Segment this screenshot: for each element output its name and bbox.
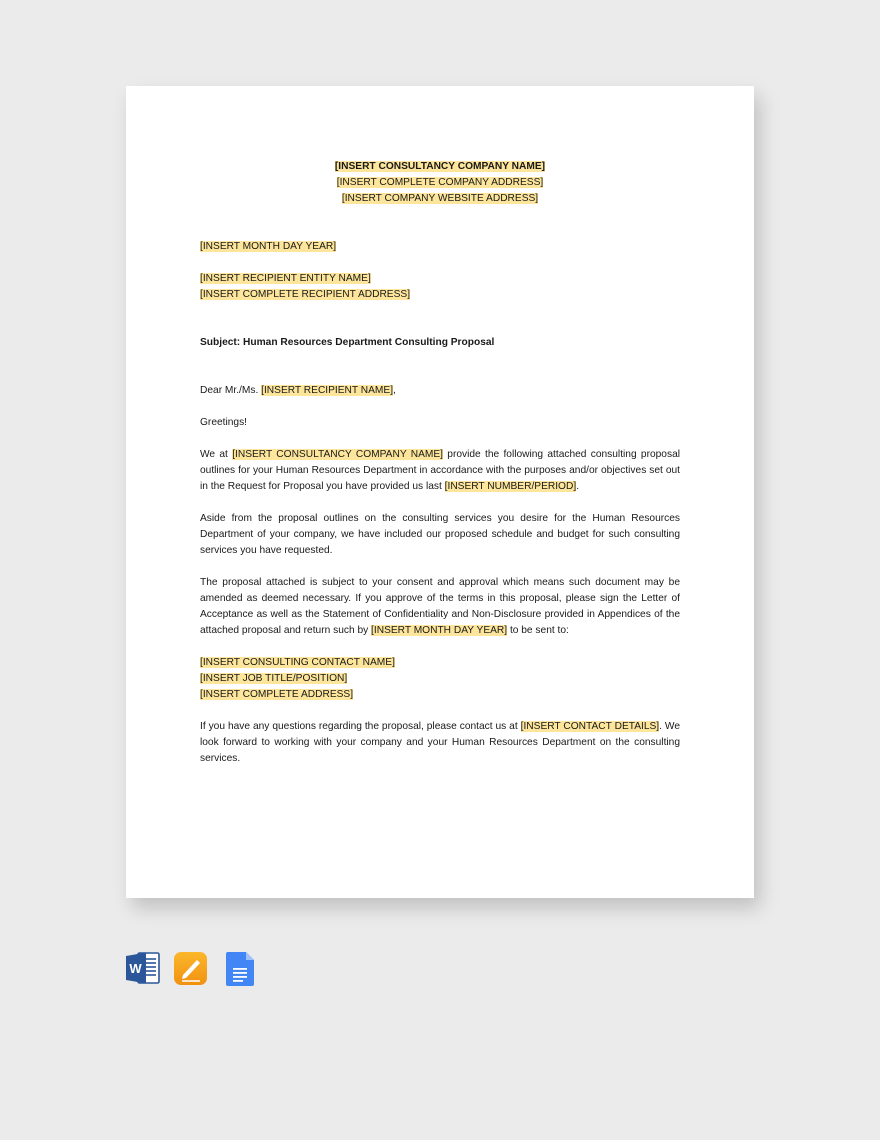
date-placeholder: [INSERT MONTH DAY YEAR]	[200, 241, 337, 252]
p3-text-a: The proposal attached is subject to your consent and approval which means such document may be amended as deemed necessary. If you approve of the terms in this proposal, please sign the Letter of Acceptance as well as the Statement of Confidentiality and Non-Disclosure provided in Appendices of the attached proposal and return such by	[200, 577, 680, 636]
p4-text-a: If you have any questions regarding the proposal, please contact us at	[200, 721, 521, 732]
contact-address: [INSERT COMPLETE ADDRESS]	[200, 689, 354, 700]
p1-period-placeholder: [INSERT NUMBER/PERIOD]	[444, 481, 577, 492]
letter-date	[200, 239, 680, 255]
p3-date-placeholder: [INSERT MONTH DAY YEAR]	[371, 625, 508, 636]
p1-text-b: provide the following attached consulting proposal outlines for your Human Resources Department in accordance with the purposes and/or objectives set out in the Request for Proposal you have provided us last	[200, 449, 680, 492]
recipient-address: [INSERT COMPLETE RECIPIENT ADDRESS]	[200, 289, 411, 300]
paragraph-3	[200, 575, 680, 639]
p3-text-b: to be sent to:	[507, 625, 569, 636]
google-docs-icon[interactable]	[226, 951, 256, 992]
pages-icon[interactable]	[174, 951, 208, 990]
p1-company-placeholder: [INSERT CONSULTANCY COMPANY NAME]	[232, 449, 443, 460]
salutation-suffix: ,	[393, 385, 396, 396]
word-icon[interactable]	[126, 951, 160, 990]
contact-name: [INSERT CONSULTING CONTACT NAME]	[200, 657, 395, 668]
p4-text-b: . We look forward to working with your company and your Human Resources Department on the consulting services.	[200, 721, 680, 764]
contact-title: [INSERT JOB TITLE/POSITION]	[200, 673, 348, 684]
p1-text-c: .	[576, 481, 580, 492]
subject-line: Subject: Human Resources Department Consulting Proposal	[200, 337, 495, 348]
salutation-prefix: Dear Mr./Ms.	[200, 385, 262, 396]
contact-block	[200, 655, 680, 703]
recipient-entity-name: [INSERT RECIPIENT ENTITY NAME]	[200, 273, 371, 284]
paragraph-1	[200, 447, 680, 495]
greeting: Greetings!	[200, 417, 247, 428]
company-website: [INSERT COMPANY WEBSITE ADDRESS]	[341, 193, 539, 204]
salutation	[200, 383, 680, 399]
company-name: [INSERT CONSULTANCY COMPANY NAME]	[334, 161, 546, 172]
document-page	[126, 86, 754, 898]
document-body	[200, 159, 680, 767]
letterhead	[200, 159, 680, 207]
svg-text:W: W	[129, 961, 142, 976]
paragraph-4	[200, 719, 680, 767]
recipient-block	[200, 271, 680, 303]
company-address: [INSERT COMPLETE COMPANY ADDRESS]	[336, 177, 544, 188]
p1-text-a: We at	[200, 449, 233, 460]
paragraph-2: Aside from the proposal outlines on the consulting services you desire for the Human Resources Department of your company, we have included our proposed schedule and budget for such consulting services you have requested.	[200, 513, 680, 556]
recipient-name: [INSERT RECIPIENT NAME]	[261, 385, 394, 396]
p4-contact-placeholder: [INSERT CONTACT DETAILS]	[520, 721, 660, 732]
